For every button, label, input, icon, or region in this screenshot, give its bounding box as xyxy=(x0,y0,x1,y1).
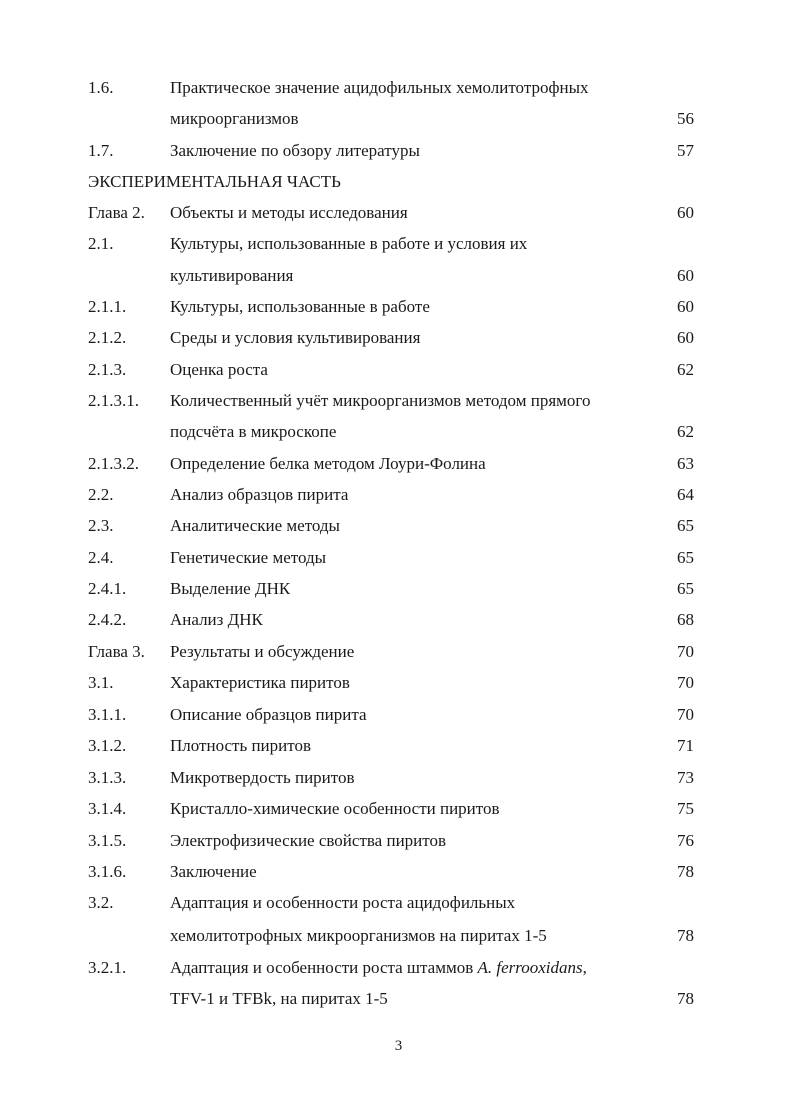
toc-entry-page: 65 xyxy=(677,548,694,567)
toc-entry-number: 2.4.2. xyxy=(88,610,127,629)
section-heading: ЭКСПЕРИМЕНТАЛЬНАЯ ЧАСТЬ xyxy=(88,172,341,191)
toc-entry-page: 60 xyxy=(677,266,694,285)
toc-entry-page: 73 xyxy=(677,768,694,787)
toc-entry-page: 60 xyxy=(677,297,694,316)
toc-entry-title: Описание образцов пирита xyxy=(170,705,367,724)
toc-entry-title: Микротвердость пиритов xyxy=(170,768,355,787)
toc-entry-title: Объекты и методы исследования xyxy=(170,203,408,222)
toc-entry-title: Практическое значение ацидофильных хемолитотрофных xyxy=(170,78,589,97)
toc-entry-title: Аналитические методы xyxy=(170,516,340,535)
toc-entry-title: Адаптация и особенности роста штаммов A. ferrooxidans, xyxy=(170,958,587,977)
toc-entry-page: 75 xyxy=(677,799,694,818)
toc-entry-page: 70 xyxy=(677,673,694,692)
toc-entry-title: подсчёта в микроскопе xyxy=(170,422,337,441)
page-number: 3 xyxy=(394,1038,403,1054)
toc-entry-number: 3.1.4. xyxy=(88,799,127,818)
toc-entry-title: Характеристика пиритов xyxy=(170,673,350,692)
toc-entry-number: 3.1.5. xyxy=(88,831,127,850)
toc-entry-title: Выделение ДНК xyxy=(170,579,291,598)
toc-entry-title: микроорганизмов xyxy=(170,109,299,128)
toc-entry-number: 2.4.1. xyxy=(88,579,127,598)
toc-entry-page: 60 xyxy=(677,328,694,347)
toc-entry-title: Заключение по обзору литературы xyxy=(170,141,420,160)
toc-entry-number: 3.1.3. xyxy=(88,768,127,787)
toc-entry-number: 2.1. xyxy=(88,234,114,253)
toc-entry-number: 2.1.3. xyxy=(88,360,127,379)
toc-entry-number: 2.3. xyxy=(88,516,114,535)
toc-entry-page: 78 xyxy=(677,989,694,1008)
toc-entry-number: 3.1.6. xyxy=(88,862,127,881)
toc-entry-page: 56 xyxy=(677,109,694,128)
toc-entry-page: 78 xyxy=(677,926,694,945)
toc-entry-number: Глава 3. xyxy=(88,642,145,661)
toc-entry-title: Результаты и обсуждение xyxy=(170,642,355,661)
toc-entry-number: 2.4. xyxy=(88,548,114,567)
toc-entry-page: 64 xyxy=(677,485,694,504)
toc-entry-page: 60 xyxy=(677,203,694,222)
toc-entry-number: Глава 2. xyxy=(88,203,145,222)
toc-entry-title: Генетические методы xyxy=(170,548,327,567)
toc-entry-title: TFV-1 и TFBk, на пиритах 1-5 xyxy=(170,989,388,1008)
toc-entry-page: 76 xyxy=(677,831,694,850)
toc-entry-title: Культуры, использованные в работе и условия их xyxy=(170,234,528,253)
toc-entry-number: 2.1.3.1. xyxy=(88,391,139,410)
toc-entry-number: 3.2.1. xyxy=(88,958,127,977)
toc-entry-title: культивирования xyxy=(170,266,294,285)
toc-entry-title: Определение белка методом Лоури-Фолина xyxy=(170,454,486,473)
toc-entry-number: 3.1.1. xyxy=(88,705,127,724)
toc-entry-page: 65 xyxy=(677,579,694,598)
toc-entry-number: 3.2. xyxy=(88,893,114,912)
toc-entry-page: 63 xyxy=(677,454,694,473)
toc-entry-title: Анализ образцов пирита xyxy=(170,485,349,504)
toc-entry-page: 78 xyxy=(677,862,694,881)
toc-entry-title: Электрофизические свойства пиритов xyxy=(170,831,446,850)
toc-entry-title: Заключение xyxy=(170,862,257,881)
toc-entry-page: 62 xyxy=(677,422,694,441)
toc-entry-title: Культуры, использованные в работе xyxy=(170,297,430,316)
toc-entry-page: 70 xyxy=(677,705,694,724)
toc-entry-number: 3.1. xyxy=(88,673,114,692)
toc-entry-number: 3.1.2. xyxy=(88,736,127,755)
toc-entry-number: 1.7. xyxy=(88,141,114,160)
toc-entry-title: Адаптация и особенности роста ацидофильных xyxy=(170,893,516,912)
toc-entry-number: 2.1.1. xyxy=(88,297,127,316)
toc-entry-title: Кристалло-химические особенности пиритов xyxy=(170,799,500,818)
toc-entry-number: 2.1.3.2. xyxy=(88,454,139,473)
toc-entry-number: 2.1.2. xyxy=(88,328,127,347)
toc-entry-page: 70 xyxy=(677,642,694,661)
toc-entry-number: 2.2. xyxy=(88,485,114,504)
toc-entry-title: Плотность пиритов xyxy=(170,736,311,755)
toc-entry-page: 62 xyxy=(677,360,694,379)
toc-entry-title: хемолитотрофных микроорганизмов на пиритах 1-5 xyxy=(170,926,547,945)
toc-entry-page: 68 xyxy=(677,610,694,629)
toc-entry-title: Анализ ДНК xyxy=(170,610,263,629)
toc-entry-title: Оценка роста xyxy=(170,360,268,379)
toc-entry-title: Среды и условия культивирования xyxy=(170,328,421,347)
toc-entry-number: 1.6. xyxy=(88,78,114,97)
toc-entry-page: 65 xyxy=(677,516,694,535)
toc-entry-page: 71 xyxy=(677,736,694,755)
toc-entry-page: 57 xyxy=(677,141,694,160)
toc-entry-title: Количественный учёт микроорганизмов методом прямого xyxy=(170,391,591,410)
